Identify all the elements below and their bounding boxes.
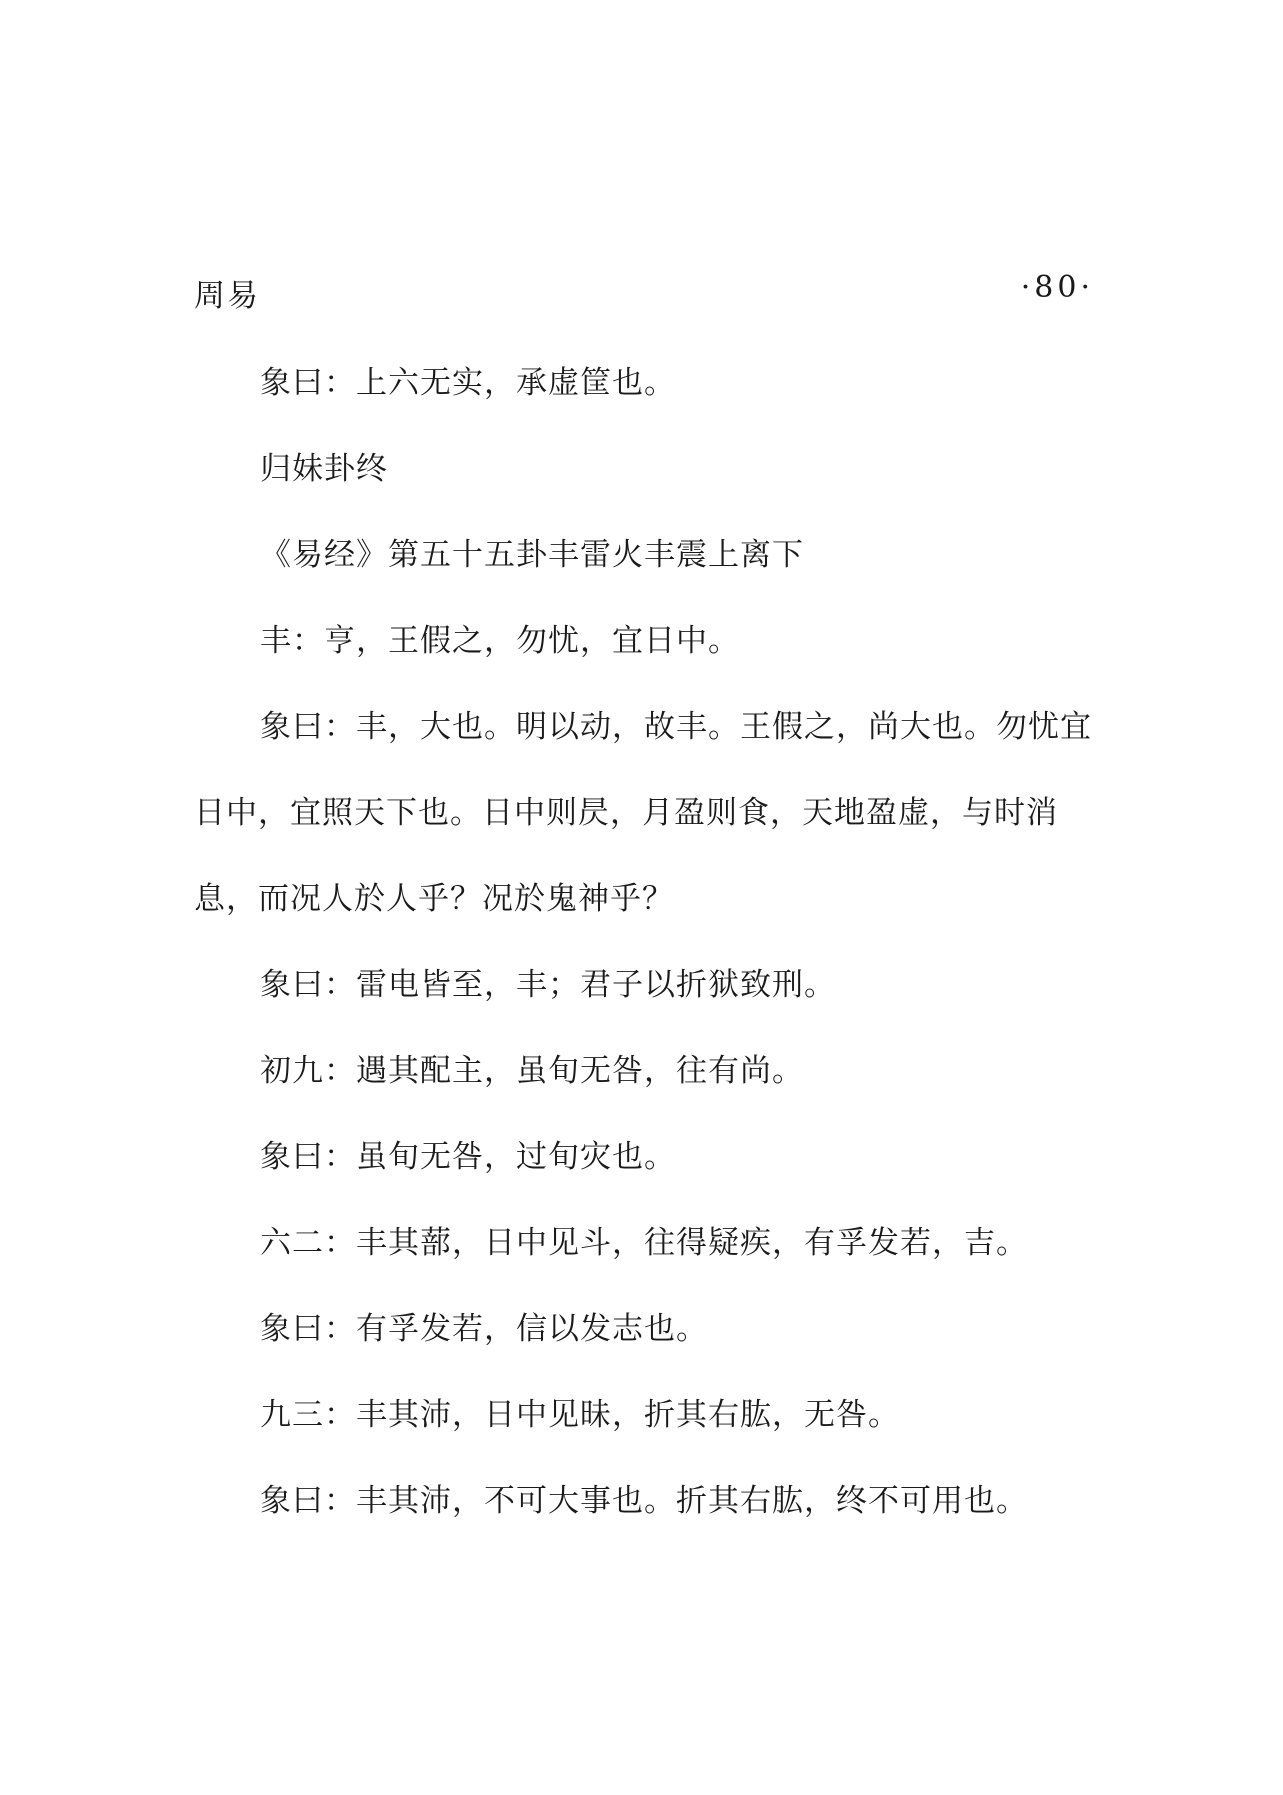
body-text xyxy=(194,340,1094,1544)
paragraph: 归妹卦终 xyxy=(260,451,388,487)
paragraph: 初九：遇其配主，虽旬无咎，往有尚。 xyxy=(260,1053,804,1089)
paragraph: 象曰：有孚发若，信以发志也。 xyxy=(260,1311,708,1347)
paragraph: 象曰：丰其沛，不可大事也。折其右肱，终不可用也。 xyxy=(260,1483,1028,1519)
paragraph: 《易经》第五十五卦丰雷火丰震上离下 xyxy=(260,537,804,573)
book-title: 周易 xyxy=(194,278,260,314)
paragraph: 象曰：虽旬无咎，过旬灾也。 xyxy=(260,1139,676,1175)
paragraph: 象曰：上六无实，承虚筐也。 xyxy=(260,365,676,401)
paragraph: 象曰：丰，大也。明以动，故丰。王假之，尚大也。勿忧宜日中，宜照天下也。日中则昃，月盈则食，天地盈虚，与时消息，而况人於人乎？况於鬼神乎？ xyxy=(194,709,1092,917)
paragraph: 六二：丰其蔀，日中见斗，往得疑疾，有孚发若，吉。 xyxy=(260,1225,1028,1261)
paragraph: 九三：丰其沛，日中见昧，折其右肱，无咎。 xyxy=(260,1397,900,1433)
paragraph: 丰：亨，王假之，勿忧，宜日中。 xyxy=(260,623,740,659)
paragraph: 象曰：雷电皆至，丰；君子以折狱致刑。 xyxy=(260,967,836,1003)
page-number: ·80· xyxy=(1020,270,1094,305)
page-header xyxy=(194,262,1094,322)
